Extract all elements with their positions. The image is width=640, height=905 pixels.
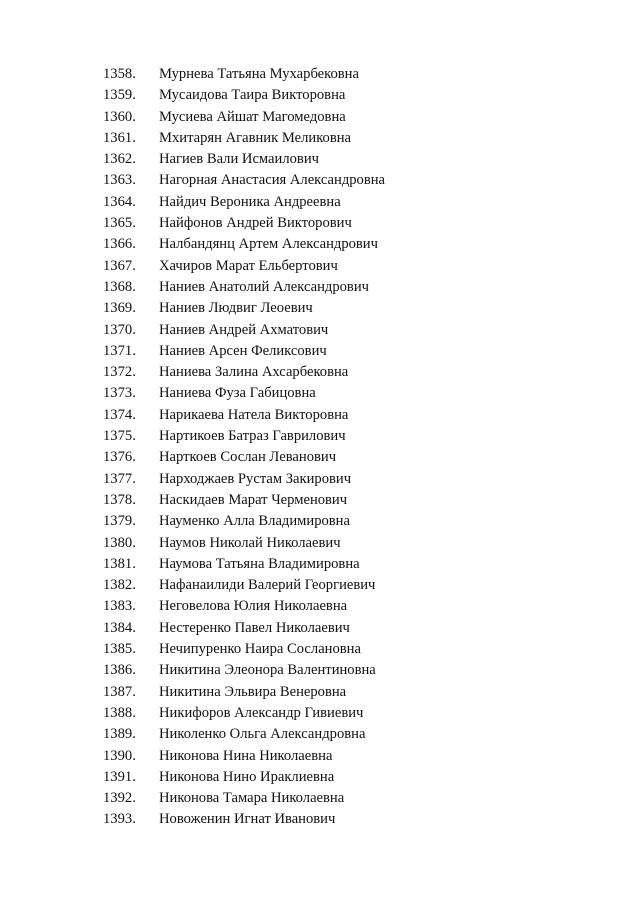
entry-name: Наниев Арсен Феликсович <box>159 342 327 359</box>
entry-name: Хачиров Марат Ельбертович <box>159 257 338 274</box>
entry-number: 1358. <box>103 66 136 82</box>
list-item <box>103 213 385 234</box>
list-item <box>103 298 385 319</box>
list-item <box>103 809 385 830</box>
entry-name: Наумова Татьяна Владимировна <box>159 555 360 572</box>
entry-number: 1361. <box>103 129 136 146</box>
list-item <box>103 192 385 213</box>
entry-name: Науменко Алла Владимировна <box>159 513 350 530</box>
list-item <box>103 128 385 149</box>
entry-name: Налбандянц Артем Александрович <box>159 236 378 253</box>
list-item <box>103 107 385 128</box>
list-item <box>103 767 385 788</box>
entry-number: 1367. <box>103 257 136 274</box>
entry-number: 1372. <box>103 364 136 381</box>
entry-name: Никонова Нина Николаевна <box>159 747 333 764</box>
list-item <box>103 405 385 426</box>
entry-name: Николенко Ольга Александровна <box>159 726 366 743</box>
list-item <box>103 149 385 170</box>
entry-number: 1368. <box>103 278 136 295</box>
list-item <box>103 788 385 809</box>
entry-number: 1379. <box>103 513 136 530</box>
entry-number: 1392. <box>103 790 136 807</box>
entry-number: 1369. <box>103 300 136 317</box>
entry-number: 1362. <box>103 151 136 168</box>
entry-number: 1359. <box>103 87 136 104</box>
entry-name: Нафанаилиди Валерий Георгиевич <box>159 577 376 594</box>
entry-number: 1382. <box>103 577 136 594</box>
entry-number: 1366. <box>103 236 136 253</box>
list-item <box>103 575 385 596</box>
entry-name: Нартикоев Батраз Гаврилович <box>159 428 346 445</box>
entry-name: Нарходжаев Рустам Закирович <box>159 470 352 487</box>
entry-number: 1387. <box>103 683 136 700</box>
entry-name: Никитина Элеонора Валентиновна <box>159 662 376 679</box>
entry-number: 1393. <box>103 811 136 828</box>
entry-number: 1381. <box>103 555 136 572</box>
entry-number: 1360. <box>103 108 136 125</box>
entry-name: Никонова Нино Ираклиевна <box>159 768 335 785</box>
entry-name: Наниева Фуза Габицовна <box>159 385 316 402</box>
entry-name: Мусиева Айшат Магомедовна <box>159 108 346 125</box>
list-item <box>103 639 385 660</box>
list-item <box>103 724 385 745</box>
entry-number: 1364. <box>103 193 136 210</box>
entry-number: 1390. <box>103 747 136 764</box>
entry-number: 1385. <box>103 641 136 658</box>
entry-name: Наниев Анатолий Александрович <box>159 278 369 295</box>
entry-name: Никифоров Александр Гивиевич <box>159 704 364 721</box>
list-item <box>103 170 385 191</box>
list-item <box>103 362 385 383</box>
list-item <box>103 469 385 490</box>
list-item <box>103 277 385 298</box>
entry-number: 1391. <box>103 768 136 785</box>
entry-name: Наумов Николай Николаевич <box>159 534 341 551</box>
entry-name: Нарикаева Натела Викторовна <box>159 406 349 423</box>
list-item <box>103 64 385 85</box>
entry-name: Мусаидова Таира Викторовна <box>159 87 346 104</box>
list-item <box>103 554 385 575</box>
list-item <box>103 596 385 617</box>
entry-name: Наниев Андрей Ахматович <box>159 321 329 338</box>
list-item <box>103 660 385 681</box>
entry-number: 1374. <box>103 406 136 423</box>
entry-number: 1370. <box>103 321 136 338</box>
list-item <box>103 320 385 341</box>
list-item <box>103 533 385 554</box>
entry-name: Нарткоев Сослан Леванович <box>159 449 337 466</box>
list-item <box>103 341 385 362</box>
list-item <box>103 490 385 511</box>
entry-name: Нагорная Анастасия Александровна <box>159 172 386 189</box>
list-item <box>103 383 385 404</box>
entry-name: Найдич Вероника Андреевна <box>159 193 341 210</box>
list-item <box>103 618 385 639</box>
entry-name: Наниев Людвиг Леоевич <box>159 300 313 317</box>
list-item <box>103 703 385 724</box>
entry-number: 1384. <box>103 619 136 636</box>
list-item <box>103 234 385 255</box>
entry-number: 1388. <box>103 704 136 721</box>
list-item <box>103 256 385 277</box>
entry-name: Новоженин Игнат Иванович <box>159 811 336 828</box>
entry-number: 1373. <box>103 385 136 402</box>
entry-number: 1371. <box>103 342 136 359</box>
entry-name: Мхитарян Агавник Меликовна <box>159 129 352 146</box>
entry-number: 1377. <box>103 470 136 487</box>
entry-name: Никитина Эльвира Венеровна <box>159 683 347 700</box>
entry-number: 1383. <box>103 598 136 615</box>
entry-number: 1363. <box>103 172 136 189</box>
list-item <box>103 746 385 767</box>
entry-name: Найфонов Андрей Викторович <box>159 215 352 232</box>
entry-number: 1389. <box>103 726 136 743</box>
entry-name: Неговелова Юлия Николаевна <box>159 598 348 615</box>
entry-name: Нечипуренко Наира Сослановна <box>159 641 361 658</box>
entry-number: 1376. <box>103 449 136 466</box>
entry-number: 1386. <box>103 662 136 679</box>
entry-name: Нагиев Вали Исмаилович <box>159 151 319 168</box>
entry-name: Наскидаев Марат Черменович <box>159 491 348 508</box>
list-item <box>103 511 385 532</box>
list-item <box>103 447 385 468</box>
entry-number: 1365. <box>103 215 136 232</box>
entry-name: Наниева Залина Ахсарбековна <box>159 364 349 381</box>
entry-name: Нестеренко Павел Николаевич <box>159 619 350 636</box>
list-item <box>103 85 385 106</box>
name-list <box>103 64 385 831</box>
list-item <box>103 426 385 447</box>
list-item <box>103 682 385 703</box>
entry-number: 1380. <box>103 534 136 551</box>
entry-name: Мурнева Татьяна Мухарбековна <box>159 66 359 82</box>
entry-number: 1378. <box>103 491 136 508</box>
entry-number: 1375. <box>103 428 136 445</box>
entry-name: Никонова Тамара Николаевна <box>159 790 345 807</box>
